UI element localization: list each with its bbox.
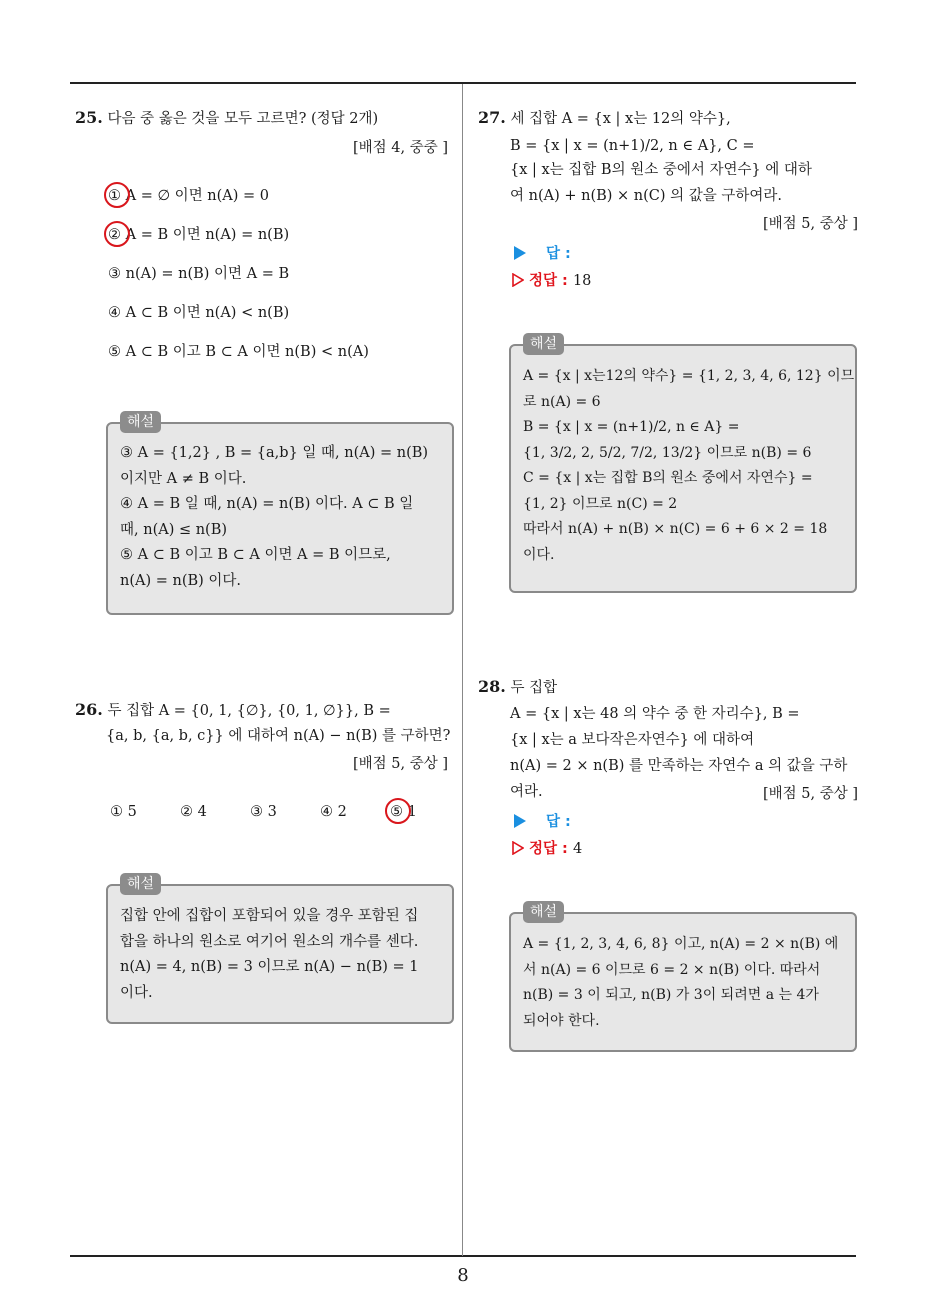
outline-triangle-icon: [512, 273, 524, 287]
explanation-line: B = {x | x = (n+1)/2, n ∈ A} =: [523, 419, 740, 435]
explanation-box: [509, 912, 857, 1052]
question-number: 27.: [478, 108, 506, 127]
correct-answer-row: [512, 837, 582, 858]
choice-5[interactable]: ⑤ A ⊂ B 이고 B ⊂ A 이면 n(B) < n(A): [108, 344, 369, 360]
selected-mark: [104, 182, 130, 208]
explanation-line: 때, n(A) ≤ n(B): [120, 521, 228, 538]
score-label: [배점 5, 중상 ]: [762, 216, 858, 232]
explanation-line: A = {x | x는12의 약수} = {1, 2, 3, 4, 6, 12} 이므: [523, 368, 855, 384]
question-stem-line: A = {x | x는 48 의 약수 중 한 자리수}, B =: [510, 706, 800, 722]
question-number: 25.: [75, 108, 103, 127]
explanation-line: 합을 하나의 원소로 여기어 원소의 개수를 센다.: [120, 933, 419, 950]
choice-3[interactable]: ③ n(A) = n(B) 이면 A = B: [108, 266, 290, 282]
outline-triangle-icon: [512, 841, 524, 855]
score-label: [배점 4, 중중 ]: [352, 140, 448, 156]
choice-1[interactable]: ① A = ∅ 이면 n(A) = 0: [108, 188, 270, 204]
explanation-line: ③ A = {1,2} , B = {a,b} 일 때, n(A) = n(B): [120, 445, 429, 461]
explanation-line: 이다.: [120, 984, 153, 1001]
correct-answer-value: 4: [572, 841, 583, 857]
explanation-line: 되어야 한다.: [523, 1012, 600, 1029]
score-label: [배점 5, 중상 ]: [352, 756, 448, 772]
bottom-rule: [70, 1255, 856, 1257]
selected-mark: [385, 798, 411, 824]
explanation-line: ⑤ A ⊂ B 이고 B ⊂ A 이면 A = B 이므로,: [120, 547, 391, 563]
question-stem-line: 여라.: [510, 784, 543, 800]
explanation-line: 로 n(A) = 6: [523, 393, 601, 410]
explanation-line: 이지만 A ≠ B 이다.: [120, 470, 247, 487]
explanation-line: 집합 안에 집합이 포함되어 있을 경우 포함된 집: [120, 908, 419, 924]
explanation-line: {1, 2} 이므로 n(C) = 2: [523, 495, 678, 512]
choice-4[interactable]: ④ 2: [320, 804, 347, 820]
correct-answer-value: 18: [572, 273, 592, 289]
question-stem-line: n(A) = 2 × n(B) 를 만족하는 자연수 a 의 값을 구하: [510, 758, 848, 774]
choice-2[interactable]: ② 4: [180, 804, 207, 820]
question-stem-line: {x | x는 a 보다작은자연수} 에 대하여: [510, 732, 755, 748]
explanation-line: 따라서 n(A) + n(B) × n(C) = 6 + 6 × 2 = 18: [523, 521, 828, 537]
explanation-box: [106, 884, 454, 1024]
page-number: 8: [457, 1265, 469, 1286]
correct-answer-label: 정답 :: [529, 273, 568, 289]
correct-answer-row: [512, 269, 591, 290]
column-divider: [462, 84, 463, 1256]
answer-label: 답 :: [546, 246, 571, 262]
explanation-line: ④ A = B 일 때, n(A) = n(B) 이다. A ⊂ B 일: [120, 496, 414, 512]
play-triangle-icon: [514, 814, 526, 828]
choice-5[interactable]: ⑤ 1: [390, 804, 417, 820]
question-stem-line: 세 집합 A = {x | x는 12의 약수},: [510, 111, 731, 127]
correct-answer-label: 정답 :: [529, 841, 568, 857]
explanation-line: 이다.: [523, 546, 555, 563]
question-stem-line: B = {x | x = (n+1)/2, n ∈ A}, C =: [510, 138, 755, 154]
explanation-tag: 해설: [523, 333, 564, 355]
choice-4[interactable]: ④ A ⊂ B 이면 n(A) < n(B): [108, 305, 290, 321]
selected-mark: [104, 221, 130, 247]
answer-label: 답 :: [546, 814, 571, 830]
question-stem: 다음 중 옳은 것을 모두 고르면? (정답 2개): [107, 111, 379, 127]
explanation-tag: 해설: [523, 901, 564, 923]
question-stem-line: {a, b, {a, b, c}} 에 대하여 n(A) − n(B) 를 구하면?: [106, 728, 451, 744]
explanation-box: [509, 344, 857, 593]
explanation-line: A = {1, 2, 3, 4, 6, 8} 이고, n(A) = 2 × n(B) 에: [523, 936, 839, 952]
question-number: 26.: [75, 700, 103, 719]
question-stem-line: {x | x는 집합 B의 원소 중에서 자연수} 에 대하: [510, 162, 812, 178]
explanation-line: n(B) = 3 이 되고, n(B) 가 3이 되려면 a 는 4가: [523, 987, 819, 1003]
answer-row: [514, 810, 571, 831]
question-stem-line: 두 집합: [510, 680, 558, 696]
question-stem-line: 두 집합 A = {0, 1, {∅}, {0, 1, ∅}}, B =: [107, 703, 391, 719]
explanation-box: [106, 422, 454, 615]
choice-3[interactable]: ③ 3: [250, 804, 277, 820]
explanation-tag: 해설: [120, 873, 161, 895]
question-number: 28.: [478, 677, 506, 696]
explanation-line: n(A) = n(B) 이다.: [120, 572, 242, 589]
explanation-line: {1, 3/2, 2, 5/2, 7/2, 13/2} 이므로 n(B) = 6: [523, 444, 812, 461]
question-stem-line: 여 n(A) + n(B) × n(C) 의 값을 구하여라.: [510, 188, 783, 204]
score-label: [배점 5, 중상 ]: [762, 786, 858, 802]
top-rule: [70, 82, 856, 84]
explanation-line: 서 n(A) = 6 이므로 6 = 2 × n(B) 이다. 따라서: [523, 961, 821, 978]
explanation-line: n(A) = 4, n(B) = 3 이므로 n(A) − n(B) = 1: [120, 959, 419, 975]
choice-2[interactable]: ② A = B 이면 n(A) = n(B): [108, 227, 290, 243]
choice-1[interactable]: ① 5: [110, 804, 137, 820]
play-triangle-icon: [514, 246, 526, 260]
answer-row: [514, 242, 571, 263]
explanation-tag: 해설: [120, 411, 161, 433]
explanation-line: C = {x | x는 집합 B의 원소 중에서 자연수} =: [523, 470, 813, 486]
